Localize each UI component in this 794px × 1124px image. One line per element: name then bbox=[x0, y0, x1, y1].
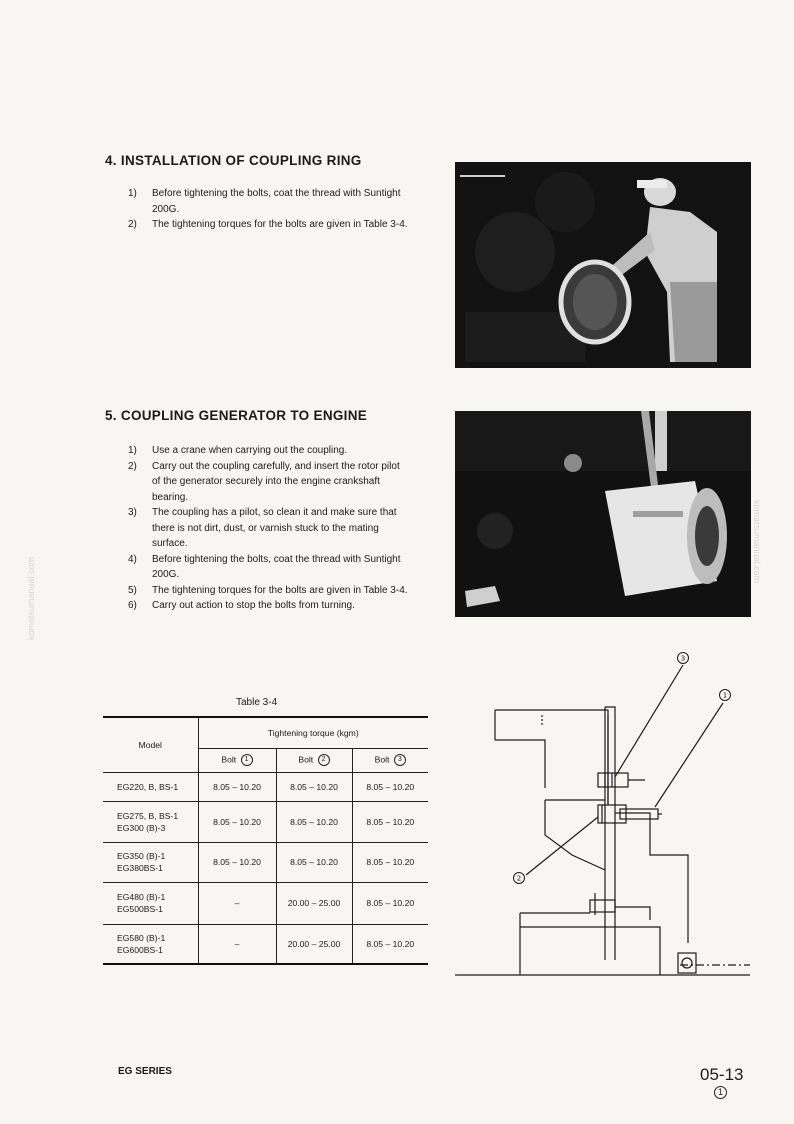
table-row bbox=[103, 801, 428, 842]
model-cell bbox=[103, 882, 198, 924]
step-text: The coupling has a pilot, so clean it and make sure that there is not dirt, dust, or varnish stuck to the mating surface. bbox=[152, 507, 397, 549]
bolt-label: Bolt bbox=[221, 754, 237, 765]
bolt-number: 2 bbox=[318, 754, 330, 766]
bolt-2-header bbox=[276, 748, 352, 772]
bolt-2-value: 20.00 – 25.00 bbox=[276, 924, 352, 964]
photo-coupling-generator bbox=[455, 411, 751, 617]
list-item bbox=[128, 217, 408, 233]
section-5-steps bbox=[128, 443, 410, 614]
bolt-2-value: 8.05 – 10.20 bbox=[276, 772, 352, 801]
bolt-number: 3 bbox=[394, 754, 406, 766]
list-item bbox=[128, 583, 410, 599]
bolt-1-value: 8.05 – 10.20 bbox=[198, 842, 276, 882]
bolt-2-value: 8.05 – 10.20 bbox=[276, 801, 352, 842]
revision-mark: 1 bbox=[714, 1086, 727, 1099]
watermark-right: komatsumanual.com bbox=[752, 500, 762, 584]
torque-header: Tightening torque (kgm) bbox=[198, 717, 428, 748]
model-cell bbox=[103, 924, 198, 964]
bolt-1-header bbox=[198, 748, 276, 772]
model-line: EG580 (B)-1 bbox=[117, 932, 166, 943]
step-text: Before tightening the bolts, coat the thread with Suntight 200G. bbox=[152, 188, 401, 215]
bolt-1-value: 8.05 – 10.20 bbox=[198, 772, 276, 801]
section-5-heading: 5. COUPLING GENERATOR TO ENGINE bbox=[105, 408, 368, 423]
step-text: The tightening torques for the bolts are given in Table 3-4. bbox=[152, 584, 408, 596]
model-line: EG350 (B)-1 bbox=[117, 851, 166, 861]
photo-installing-coupling-ring bbox=[455, 162, 751, 368]
step-text: Carry out the coupling carefully, and insert the rotor pilot of the generator securely into the engine crankshaft bearing. bbox=[152, 460, 400, 503]
section-4-heading: 4. INSTALLATION OF COUPLING RING bbox=[105, 153, 362, 168]
bolt-3-value: 8.05 – 10.20 bbox=[352, 772, 428, 801]
bolt-3-value: 8.05 – 10.20 bbox=[352, 801, 428, 842]
table-row bbox=[103, 924, 428, 964]
section-4-steps bbox=[128, 186, 408, 233]
callout-1: 1 bbox=[722, 691, 728, 700]
step-number: 1) bbox=[128, 445, 137, 456]
model-header: Model bbox=[103, 717, 198, 772]
bolt-3-header bbox=[352, 748, 428, 772]
list-item bbox=[128, 459, 410, 506]
table-row bbox=[103, 772, 428, 801]
bolt-3-value: 8.05 – 10.20 bbox=[352, 924, 428, 964]
model-cell bbox=[103, 801, 198, 842]
step-text: Carry out action to stop the bolts from turning. bbox=[152, 600, 355, 611]
step-number: 4) bbox=[128, 553, 137, 565]
step-number: 1) bbox=[128, 188, 137, 199]
list-item bbox=[128, 598, 410, 614]
list-item bbox=[128, 505, 410, 552]
step-number: 5) bbox=[128, 584, 137, 596]
model-line: EG600BS-1 bbox=[117, 944, 163, 955]
bolt-number: 1 bbox=[241, 754, 253, 766]
model-line: EG380BS-1 bbox=[117, 863, 163, 873]
model-line: EG275, B, BS-1 bbox=[117, 810, 179, 821]
footer-series: EG SERIES bbox=[118, 1066, 172, 1077]
callout-3: 3 bbox=[680, 654, 686, 663]
coupling-cross-section-diagram bbox=[450, 645, 750, 985]
bolt-1-value: 8.05 – 10.20 bbox=[198, 801, 276, 842]
bolt-3-value: 8.05 – 10.20 bbox=[352, 882, 428, 924]
page-number: 05-13 bbox=[700, 1065, 744, 1084]
list-item bbox=[128, 186, 408, 217]
model-line: EG300 (B)-3 bbox=[117, 822, 166, 833]
bolt-2-value: 20.00 – 25.00 bbox=[276, 882, 352, 924]
bolt-label: Bolt bbox=[374, 754, 390, 765]
watermark-left: komatsumanual.com bbox=[26, 556, 36, 640]
callout-2: 2 bbox=[516, 874, 522, 883]
bolt-label: Bolt bbox=[298, 754, 314, 765]
step-text: Use a crane when carrying out the coupling. bbox=[152, 445, 348, 456]
table-row bbox=[103, 882, 428, 924]
model-cell bbox=[103, 772, 198, 801]
list-item bbox=[128, 443, 410, 459]
torque-table bbox=[103, 716, 428, 965]
step-text: Before tightening the bolts, coat the thread with Suntight 200G. bbox=[152, 553, 401, 580]
list-item bbox=[128, 552, 410, 583]
step-number: 2) bbox=[128, 460, 137, 472]
model-cell bbox=[103, 842, 198, 882]
bolt-2-value: 8.05 – 10.20 bbox=[276, 842, 352, 882]
model-line: EG500BS-1 bbox=[117, 904, 163, 914]
bolt-3-value: 8.05 – 10.20 bbox=[352, 842, 428, 882]
table-row bbox=[103, 842, 428, 882]
step-number: 2) bbox=[128, 219, 137, 230]
bolt-1-value: – bbox=[198, 924, 276, 964]
photo-illustration bbox=[455, 162, 751, 368]
bolt-1-value: – bbox=[198, 882, 276, 924]
step-text: The tightening torques for the bolts are given in Table 3-4. bbox=[152, 219, 408, 230]
step-number: 6) bbox=[128, 600, 137, 611]
step-number: 3) bbox=[128, 507, 137, 518]
model-line: EG480 (B)-1 bbox=[117, 892, 166, 902]
table-caption: Table 3-4 bbox=[236, 697, 278, 708]
model-line: EG220, B, BS-1 bbox=[117, 781, 179, 792]
photo-illustration bbox=[455, 411, 751, 617]
